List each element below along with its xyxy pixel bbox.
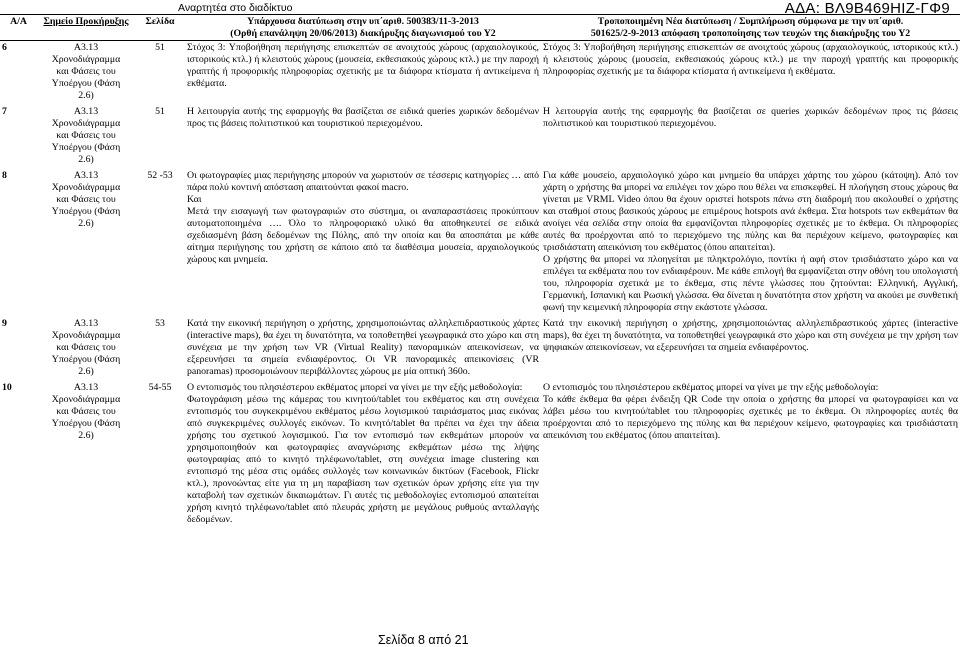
header-amended-line-1: Τροποποιημένη Νέα διατύπωση / Συμπλήρωση σύμφωνα με την υπ΄αριθ.	[597, 16, 904, 27]
header-existing	[185, 15, 541, 41]
amendments-table	[0, 14, 960, 529]
point-line: 2.6)	[78, 430, 94, 441]
row-point	[37, 169, 135, 317]
table-row	[0, 105, 960, 169]
header-existing-line-1: Υπάρχουσα διατύπωση στην υπ΄αριθ. 500383/11-3-2013	[247, 16, 479, 27]
point-line: Χρονοδιάγραμμα	[51, 54, 121, 65]
table-row	[0, 41, 960, 106]
row-number: 10	[2, 382, 12, 393]
row-page: 51	[155, 106, 165, 117]
row-existing-text	[185, 381, 541, 529]
web-posting-note: Αναρτητέα στο διαδίκτυο	[178, 2, 293, 14]
point-line: Υποέργου (Φάση	[51, 418, 121, 429]
point-line: και Φάσεις του	[56, 342, 116, 353]
point-line: Υποέργου (Φάση	[51, 354, 121, 365]
existing-paragraph: Οι φωτογραφίες μιας περιήγησης μπορούν να χωριστούν σε τέσσερις κατηγορίες … από πάρα πολύ κοντινή απόσταση απαιτούνται φακοί macro.	[187, 170, 539, 193]
point-line: 2.6)	[78, 218, 94, 229]
row-page: 52 -53	[147, 170, 173, 181]
row-amended-text	[541, 169, 960, 317]
row-page: 51	[155, 42, 165, 53]
point-line: Υποέργου (Φάση	[51, 142, 121, 153]
page-footer: Σελίδα 8 από 21	[378, 633, 469, 647]
row-page: 53	[155, 318, 165, 329]
table-row	[0, 317, 960, 381]
row-number: 7	[2, 106, 7, 117]
row-amended-text: Η λειτουργία αυτής της εφαρμογής θα βασίζεται σε queries χωρικών δεδομένων προς τις βάσεις πολιτιστικού και τουριστικού περιεχομένου.	[543, 106, 958, 129]
header-amended	[541, 15, 960, 41]
row-existing-text: Η λειτουργία αυτής της εφαρμογής θα βασίζεται σε ειδικά queries χωρικών δεδομένων προς τις βάσεις πολιτιστικού και τουριστικού περιεχομένου.	[187, 106, 539, 129]
amended-paragraph: Το κάθε έκθεμα θα φέρει ένδειξη QR Code την οποία ο χρήστης θα μπορεί να φωτογραφίσει και να λάβει μέσω του κινητού/tablet του πληροφορίες σχετικές με το έκθεμα. Οι πληροφορίες αυτές θα προέρχονται από το περιεχόμενο της πύλης και θα περιέχουν κείμενο, φωτογραφίες και τρισδιάστατη απεικόνιση του εκθέματος (όπου απαιτείται).	[543, 394, 958, 441]
amended-paragraph: Για κάθε μουσείο, αρχαιολογικό χώρο και μνημείο θα υπάρχει χάρτης του χώρου (κάτοψη). Από τον χάρτη ο χρήστης θα μπορεί να επιλέγει τον χώρο που θέλει να επισκεφθεί. Η πλοήγηση στους χώρους θα γίνεται με VRML Video όπου θα έχουν οριστεί hotspots πάνω στη διαδρομή που ακολουθεί ο χρήστης και σταθμοί στους βασικούς χώρους με επιμέρους hotspots ανά έκθεμα. Στα hotspots των εκθεμάτων θα ανοίγει νέα σελίδα στην οποία θα εμφανίζονται πληροφορίες σχετικές με το έκθεμα. Οι πληροφορίες αυτές θα προέρχονται από το περιεχόμενο της πύλης και θα περιέχουν κείμενο, φωτογραφίες και τρισδιάστατη απεικόνιση του εκθέματος (όπου απαιτείται).	[543, 170, 958, 253]
row-point	[37, 317, 135, 381]
row-point	[37, 381, 135, 529]
header-point: Σημείο Προκήρυξης	[37, 15, 135, 41]
point-line: Χρονοδιάγραμμα	[51, 330, 121, 341]
table-header-row	[0, 15, 960, 41]
existing-paragraph: Ο εντοπισμός του πλησιέστερου εκθέματος μπορεί να γίνει με την εξής μεθοδολογία:	[187, 382, 523, 393]
row-page: 54-55	[148, 382, 172, 393]
point-line: Α3.13	[73, 382, 99, 393]
row-number: 8	[2, 170, 7, 181]
point-line: και Φάσεις του	[56, 66, 116, 77]
point-line: Α3.13	[73, 318, 99, 329]
table-row	[0, 381, 960, 529]
point-line: Υποέργου (Φάση	[51, 206, 121, 217]
row-point	[37, 41, 135, 106]
row-existing-text: Στόχος 3: Υποβοήθηση περιήγησης επισκεπτών σε ανοιχτούς χώρους (αρχαιολογικούς, ιστορικούς κτλ.) ή κλειστούς χώρους (μουσεία, εκθεσιακούς χώρους κτλ.) με την παροχή γραπτής ή προφορικής πληροφορίας σχετικής με τα διάφορα κτίσματα ή αντικείμενα ή εκθέματα.	[187, 42, 539, 89]
row-existing-text	[185, 169, 541, 317]
amended-paragraph: Ο χρήστης θα μπορεί να πλοηγείται με πληκτρολόγιο, ποντίκι ή αφή στον τρισδιάστατο χώρο και να επιλέγει τα εκθέματα που τον ενδιαφέρουν. Με κάθε επιλογή θα εμφανίζεται στην οθόνη του υπολογιστή του, πληροφορία σχετικά με το έκθεμα, στις πέντε γλώσσες που ζητούνται: Ελληνική, Αγγλική, Γερμανική, Ισπανική και Ρωσική γλώσσα. Θα δίνεται η δυνατότητα στον χρήστη να ακούει με συνθετική φωνή την κειμενική πληροφορία στην εκάστοτε γλώσσα.	[543, 254, 958, 313]
row-number: 6	[2, 42, 7, 53]
row-amended-text	[541, 381, 960, 529]
row-existing-text: Κατά την εικονική περιήγηση ο χρήστης, χρησιμοποιώντας αλληλεπιδραστικούς χάρτες (interactive maps), θα έχει τη δυνατότητα, να τοποθετηθεί γεωγραφικά στο χώρο και στη συνέχεια με την χρήση των VR (Virtual Reality) πανοραμικών απεικονίσεων, να εξερευνήσει τα σημεία ενδιαφέροντος. Οι VR πανοραμικές απεικονίσεις (VR panoramas) προσομοιώνουν περιβάλλοντες χώρους με μία οπτική 360ο.	[187, 318, 539, 377]
row-number: 9	[2, 318, 7, 329]
table-row	[0, 169, 960, 317]
existing-paragraph: Φωτογράφιση μέσω της κάμερας του κινητού/tablet του εκθέματος και στη συνέχεια εντοπισμός του συγκεκριμένου εκθέματος μέσω λογισμικού ταιριάσματος μιας εικόνας από συγκεκριμένες συλλογές εικόνων. Το κινητό/tablet θα πρέπει να έχει την άδεια χρήσης του σχετικού λογισμικού. Για τον εντοπισμό των εκθεμάτων μπορούν να χρησιμοποιηθούν και φωτογραφίες αναγνώρισης εκθεμάτων μέσω της λήψης φωτογραφίας από το κινητό τηλέφωνο/tablet, στη συνέχεια image clustering και εντοπισμό της μέσα στις ομάδες συλλογές των κοινωνικών δικτύων (Facebook, Flickr κτλ.), προνοώντας είτε για τη μη παραβίαση των σχετικών όρων χρήσης είτε για την καταβολή των σχετικών δικαιωμάτων. Γι αυτές τις μεθοδολογίες εντοπισμού απαιτείται χρήση κινητό τηλέφωνο/tablet από πλευράς χρήστη με μεγάλους ρυθμούς ανταλλαγής δεδομένων.	[187, 394, 539, 525]
row-amended-text: Στόχος 3: Υποβοήθηση περιήγησης επισκεπτών σε ανοιχτούς χώρους (αρχαιολογικούς, ιστορικούς κτλ.) ή κλειστούς χώρους (μουσεία, εκθεσιακούς χώρους κτλ.) με την παροχή γραπτής και προφορικής πληροφορίας σχετικής με τα διάφορα κτίσματα ή αντικείμενα ή εκθέματα.	[543, 42, 958, 77]
header-amended-line-2: 501625/2-9-2013 απόφαση τροποποίησης των τευχών της διακήρυξης του Υ2	[590, 27, 911, 39]
point-line: Υποέργου (Φάση	[51, 78, 121, 89]
ada-stamp: ΑΔΑ: ΒΛ9Β469ΗΙΖ-ΓΦ9	[784, 0, 950, 17]
point-line: Α3.13	[73, 170, 99, 181]
point-line: και Φάσεις του	[56, 194, 116, 205]
existing-paragraph: Μετά την εισαγωγή των φωτογραφιών στο σύστημα, οι αναπαραστάσεις προκύπτουν αυτοματοποιημένα …. Όλο το πληροφοριακό υλικό θα αποθηκευτεί σε ειδικά σχεδιασμένη βάση δεδομένων της Πύλης, από την οποία και θα αποσπάται με κάθε αίτημα περιήγησης του χρήστη σε κάποιο από τα διαθέσιμα μουσεία, αρχαιολογικούς χώρους και μνημεία.	[187, 206, 539, 265]
point-line: και Φάσεις του	[56, 406, 116, 417]
point-line: Χρονοδιάγραμμα	[51, 118, 121, 129]
header-existing-line-2: (Ορθή επανάληψη 20/06/2013) διακήρυξης διαγωνισμού του Υ2	[230, 27, 496, 39]
row-point	[37, 105, 135, 169]
header-aa: Α/Α	[0, 15, 37, 41]
point-line: 2.6)	[78, 90, 94, 101]
point-line: 2.6)	[78, 366, 94, 377]
point-line: Α3.13	[73, 42, 99, 53]
row-amended-text: Κατά την εικονική περιήγηση ο χρήστης, χρησιμοποιώντας αλληλεπιδραστικούς χάρτες (interactive maps), θα έχει τη δυνατότητα, να τοποθετηθεί γεωγραφικά στο χώρο και στη συνέχεια με την χρήση των ψηφιακών απεικονίσεων, να εξερευνήσει τα σημεία ενδιαφέροντος.	[543, 318, 958, 353]
point-line: Χρονοδιάγραμμα	[51, 394, 121, 405]
existing-paragraph: Και	[187, 194, 202, 205]
header-page: Σελίδα	[135, 15, 185, 41]
point-line: Χρονοδιάγραμμα	[51, 182, 121, 193]
point-line: και Φάσεις του	[56, 130, 116, 141]
point-line: Α3.13	[73, 106, 99, 117]
point-line: 2.6)	[78, 154, 94, 165]
amended-paragraph: Ο εντοπισμός του πλησιέστερου εκθέματος μπορεί να γίνει με την εξής μεθοδολογία:	[543, 382, 879, 393]
